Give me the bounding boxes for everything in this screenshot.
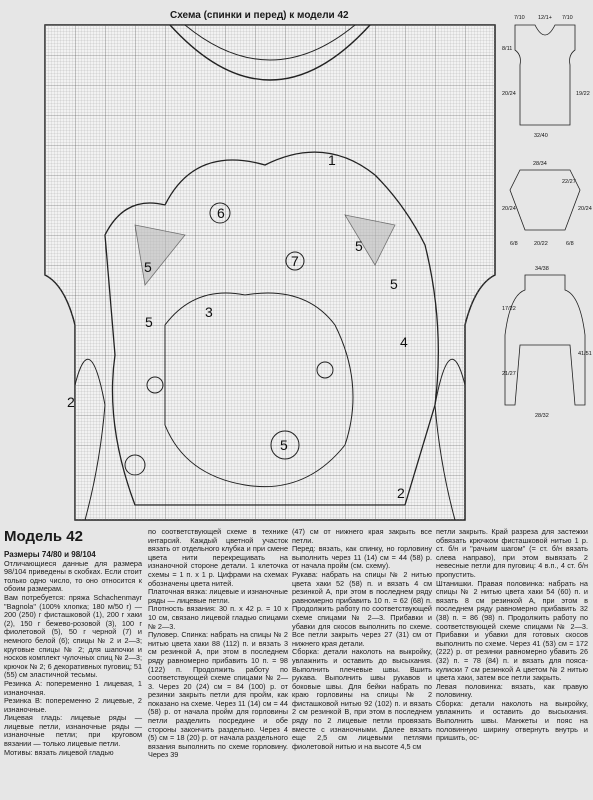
article-column-3 bbox=[292, 528, 432, 751]
col1-p3: Резинка В: попеременно 2 лицевые, 2 изнаночные. bbox=[4, 696, 142, 714]
chart-label-5b: 5 bbox=[145, 314, 153, 330]
col4-p3: Сборка: детали наколоть на выкройку, увлажнить и оставить до высыхания. Выполнить швы. Манжеты и пояс на половинную ширину отвернуть внутрь и пришить, ос- bbox=[436, 698, 588, 743]
col2-p3: Пуловер. Спинка: набрать на спицы № 2 нитью цвета хаки 88 (112) п. и вязать 3 см резинкой А, при этом в последнем ряду равномерно прибавить 10 п. = 98 (122) п. Продолжить работу по соответствующей схеме спицами № 2—3. Через 20 (24) см = 84 (100) р. от резинки закрыть петли для пройм, как показано на схеме. Через 11 (14) см = 44 (58) р. от начала пройм для горловины петли разделить посредине и обе стороны закончить раздельно. Через 4 (5) см = 18 (20) р. от начала раздельного вязания выполнить по схеме горловину. Через 39 bbox=[148, 630, 288, 760]
dim-vest-2: 8/11 bbox=[502, 46, 513, 52]
dim-pants-4: 41/51 bbox=[578, 351, 592, 357]
dim-top-2: 12/1+ bbox=[538, 15, 552, 21]
dim-pants-2: 17/22 bbox=[502, 306, 516, 312]
col3-p2: Рукава: набрать на спицы № 2 нитью цвета хаки 52 (58) п. и вязать 4 см резинкой А, при этом в последнем ряду равномерно прибавить 10 п. = 62 (68) п. Продолжить работу по соответствующей схеме спицами № 2—3. Прибавки и убавки для скосов выполнить по схеме. Все петли закрыть через 27 (31) см от нижнего края детали. bbox=[292, 569, 432, 648]
dim-vest-1: 32/40 bbox=[534, 133, 548, 139]
dim-pants-3: 21/27 bbox=[502, 371, 516, 377]
sizes-label: Размеры 74/80 и 98/104 bbox=[4, 550, 96, 559]
col3-p0: (47) см от нижнего края закрыть все петли. bbox=[292, 527, 432, 545]
chart-label-5d: 5 bbox=[280, 437, 288, 453]
dim-top-3: 7/10 bbox=[562, 15, 573, 21]
col4-p0: петли закрыть. Край разреза для застежки обвязать крючком фисташковой нитью 1 р. ст. б/н и "рачьим шагом" (= ст. б/н вязать слева направо), при этом вывязать 2 невесные петли для пуговиц: 4 в.п., 4 ст. б/н пропустить. bbox=[436, 527, 588, 579]
dim-vest-3: 20/24 bbox=[502, 91, 516, 97]
model-heading: Модель 42 bbox=[4, 528, 83, 545]
col1-p4: Лицевая гладь: лицевые ряды — лицевые петли, изнаночные ряды — изнаночные петли; при круговом вязании — только лицевые петли. bbox=[4, 713, 142, 749]
chart-label-2b: 2 bbox=[397, 485, 405, 501]
col2-p2: Плотность вязания: 30 п. x 42 р. = 10 x 10 см, связано лицевой гладью спицами № 2—3. bbox=[148, 604, 288, 631]
article-column-1 bbox=[4, 545, 142, 757]
dim-sleeve-7: 22/27 bbox=[562, 179, 576, 185]
dim-pants-5: 28/32 bbox=[535, 413, 549, 419]
dim-sleeve-6: 20/24 bbox=[578, 206, 592, 212]
dim-sleeve-4: 6/8 bbox=[510, 241, 518, 247]
chart-label-6: 6 bbox=[217, 205, 225, 221]
chart-label-5c: 5 bbox=[355, 238, 363, 254]
knitting-chart bbox=[45, 25, 495, 520]
dim-sleeve-2: 20/24 bbox=[502, 206, 516, 212]
dim-top-1: 7/10 bbox=[514, 15, 525, 21]
dim-sleeve-5: 6/8 bbox=[566, 241, 574, 247]
col1-p0: Отличающиеся данные для размера 98/104 приведены в скобках. Если стоит только одно число, то оно относится к обоим размерам. bbox=[4, 558, 142, 594]
article-column-2 bbox=[148, 528, 288, 760]
chart-label-1: 1 bbox=[328, 152, 336, 168]
col1-p2: Резинка А: попеременно 1 лицевая, 1 изнаночная. bbox=[4, 678, 142, 697]
garment-schematics bbox=[500, 5, 590, 515]
chart-label-4: 4 bbox=[400, 334, 408, 350]
col3-p1: Перед: вязать, как спинку, но горловину выполнить через 11 (14) см = 44 (58) р. от начала пройм (см. схему). bbox=[292, 544, 432, 571]
chart-title: Схема (спинки и перед) к модели 42 bbox=[170, 10, 349, 21]
chart-label-7: 7 bbox=[291, 253, 299, 269]
article-column-4 bbox=[436, 528, 588, 743]
dim-sleeve-3: 20/22 bbox=[534, 241, 548, 247]
col3-p3: Сборка: детали наколоть на выкройку, увлажнить и оставить до высыхания. Выполнить плечевые швы. Вшить рукава. Выполнить швы рукавов и боковые швы. Для бейки набрать по краю горловины на спицы № 2 фисташковой нитью 92 (102) п. и вязать 2 см резинкой В, при этом в последнем ряду по 2 лицевые петли провязать вместе с изнаночными. Далее вязать еще 2,5 см лицевыми петлями фиолетовой нитью и на высоте 4,5 см bbox=[292, 647, 432, 751]
chart-label-5e: 5 bbox=[390, 276, 398, 292]
dim-vest-4: 19/22 bbox=[576, 91, 590, 97]
col4-p2: Левая половинка: вязать, как правую половинку. bbox=[436, 681, 588, 700]
chart-label-3: 3 bbox=[205, 304, 213, 320]
col2-p0: по соответствующей схеме в технике интарсий. Каждый цветной участок вязать от отдельного клубка и при смене цвета нити перекрещивать на изнаночной стороне детали. 1 клеточка схемы = 1 п. x 1 р. Цифрами на схемах обозначены цвета нитей. bbox=[148, 527, 288, 588]
col2-p1: Платочная вязка: лицевые и изнаночные ряды — лицевые петли. bbox=[148, 587, 288, 605]
col4-p1: Штанишки. Правая половинка: набрать на спицы № 2 нитью цвета хаки 54 (60) п. и вязать 8 см резинкой А, при этом в последнем ряду равномерно прибавить 32 (38) п. = 86 (98) п. Продолжить работу по соответствующей схеме спицами № 2—3. Прибавки и убавки для готовых скосов выполнить по схеме. Через 41 (53) см = 172 (222) р. от резинки равномерно убавить 26 (32) п. = 78 (84) п. и вязать для пояса-кулиски 7 см резинкой А цветом № 2 нитью цвета хаки, затем все петли закрыть. bbox=[436, 578, 588, 683]
dim-pants-1: 34/38 bbox=[535, 266, 549, 272]
chart-label-2a: 2 bbox=[67, 394, 75, 410]
chart-label-5a: 5 bbox=[144, 259, 152, 275]
col1-p1: Вам потребуется: пряжа Schachenmayr "Bagnola" (100% хлопка; 180 м/50 г) — 200 (250) г фисташковой (1), 200 г хаки (2), 150 г бежево-розовой (3), 100 г фиолетовой (5), 50 г черной (7) и немного белой (6); спицы № 2 и 2—3; круговые спицы № 2; для шапочки и носков комплект чулочных спиц № 2—3; крючок № 2; 6 декоративных пуговиц; 51 (55) см эластичной тесьмы. bbox=[4, 592, 143, 680]
dim-sleeve-1: 28/34 bbox=[533, 161, 547, 167]
col1-p5: Мотивы: вязать лицевой гладью bbox=[4, 747, 114, 757]
